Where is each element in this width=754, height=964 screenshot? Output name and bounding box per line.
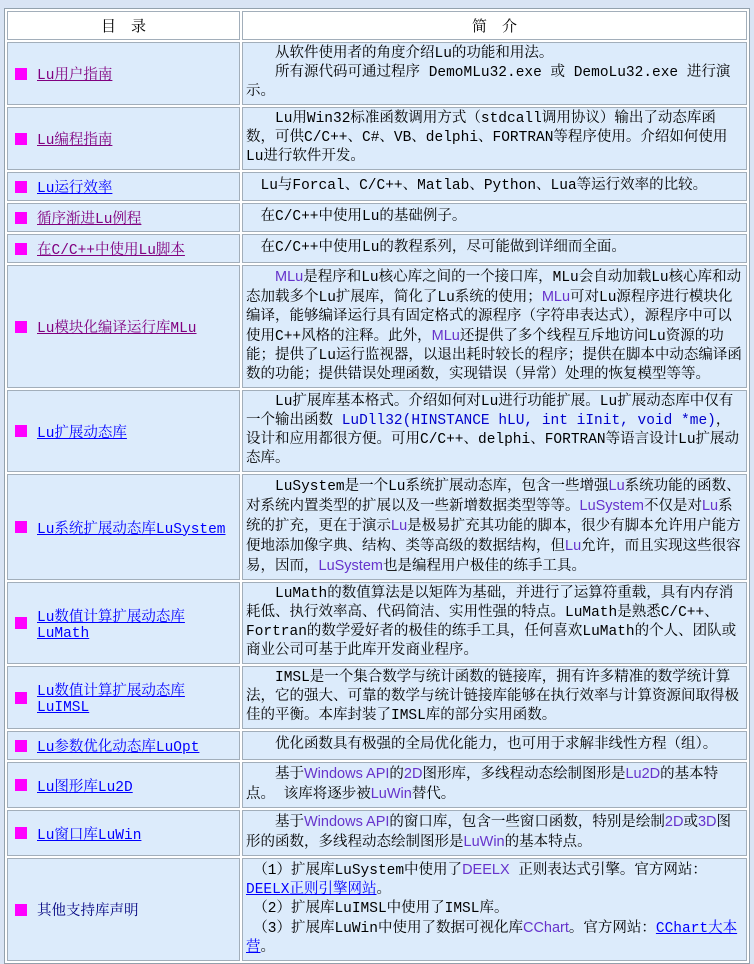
intro-cell xyxy=(242,810,747,856)
toc-link[interactable]: Lu运行效率 xyxy=(37,181,113,197)
intro-cell xyxy=(242,762,747,808)
toc-entry xyxy=(15,176,237,197)
square-bullet-icon xyxy=(15,521,27,533)
toc-link[interactable]: Lu参数优化动态库LuOpt xyxy=(37,740,200,756)
inline-hl-text: Windows API xyxy=(304,766,390,782)
table-row xyxy=(7,762,747,808)
intro-paragraph: MLu是程序和Lu核心库之间的一个接口库，MLu会自动加载Lu核心库和动态加载多个Lu扩展库，简化了Lu系统的使用；MLu可对Lu源程序进行模块化编译，能够编译运行具有固定格式的源程序（字符串表达式），源程序中可以使用C++风格的注释。此外，MLu还提供了多个线程互斥地访问Lu资源的功能；提供了Lu运行监视器，以退出耗时较长的程序；提供在脚本中动态编译函数的功能；提供错误处理函数，实现错误（异常）处理的恢复模型等等。 xyxy=(246,269,742,383)
toc-cell xyxy=(7,810,240,856)
intro-cell xyxy=(242,172,747,201)
toc-link[interactable]: Lu用户指南 xyxy=(37,68,113,84)
toc-entry xyxy=(15,823,237,844)
inline-hl-text: LuSystem xyxy=(579,498,644,514)
table-row xyxy=(7,858,747,961)
table-row xyxy=(7,107,747,170)
intro-cell xyxy=(242,203,747,232)
inline-hl-text: 2D xyxy=(403,766,423,782)
toc-entry xyxy=(15,128,237,149)
intro-cell xyxy=(242,265,747,388)
inline-hl-text: 2D xyxy=(664,814,684,830)
toc-cell xyxy=(7,582,240,664)
square-bullet-icon xyxy=(15,321,27,333)
intro-paragraph: （3）扩展库LuWin中使用了数据可视化库CChart。官方网站：CChart大本营。 xyxy=(246,920,738,956)
toc-cell xyxy=(7,666,240,729)
intro-paragraph: 基于Windows API的2D图形库，多线程动态绘制图形是Lu2D的基本特点。 该库将逐步被LuWin替代。 xyxy=(246,766,719,803)
intro-paragraph: Lu扩展库基本格式。介绍如何对Lu进行功能扩展。Lu扩展动态库中仅有一个输出函数 LuDll32(HINSTANCE hLU, int iInit, void *me)，设计和应用都很方便。可用C/C++、delphi、FORTRAN等语言设计Lu扩展动态库。 xyxy=(246,394,740,467)
toc-entry xyxy=(15,735,237,756)
square-bullet-icon xyxy=(15,243,27,255)
intro-paragraph: 所有源代码可通过程序 DemoMLu32.exe 或 DemoLu32.exe 进行演示。 xyxy=(246,65,731,100)
docs-index-table xyxy=(4,8,750,964)
toc-entry xyxy=(15,207,237,228)
intro-paragraph: 从软件使用者的角度介绍Lu的功能和用法。 xyxy=(246,46,554,62)
table-row xyxy=(7,172,747,201)
table-row xyxy=(7,234,747,263)
inline-hl-text: 3D xyxy=(697,814,717,830)
square-bullet-icon xyxy=(15,617,27,629)
intro-cell xyxy=(242,582,747,664)
intro-cell xyxy=(242,42,747,105)
toc-link[interactable]: Lu扩展动态库 xyxy=(37,425,127,442)
square-bullet-icon xyxy=(15,827,27,839)
inline-hl-text: Lu2D xyxy=(625,766,661,782)
toc-link[interactable]: Lu模块化编译运行库MLu xyxy=(37,321,197,337)
toc-entry xyxy=(15,517,237,538)
intro-paragraph: LuMath的数值算法是以矩阵为基础，并进行了运算符重载，具有内存消耗低、执行效率高、代码简洁、实用性强的特点。LuMath是熟悉C/C++、Fortran的数学爱好者的极佳的练手工具，任何喜欢LuMath的个人、团队或商业公司可基于此库开发商业程序。 xyxy=(246,586,737,659)
toc-cell xyxy=(7,858,240,961)
table-row xyxy=(7,265,747,388)
toc-cell xyxy=(7,42,240,105)
table-row xyxy=(7,731,747,760)
toc-link[interactable]: Lu窗口库LuWin xyxy=(37,827,142,844)
toc-cell xyxy=(7,107,240,170)
intro-paragraph: 在C/C++中使用Lu的基础例子。 xyxy=(246,209,467,225)
square-bullet-icon xyxy=(15,133,27,145)
table-row xyxy=(7,666,747,729)
table-row xyxy=(7,390,747,472)
inline-hl-text: Lu xyxy=(608,478,625,494)
inline-hl-text: DEELX xyxy=(462,862,510,878)
intro-cell xyxy=(242,666,747,729)
square-bullet-icon xyxy=(15,692,27,704)
inline-hl-text: CChart xyxy=(522,920,569,936)
toc-cell xyxy=(7,172,240,201)
square-bullet-icon xyxy=(15,212,27,224)
toc-cell xyxy=(7,762,240,808)
intro-cell xyxy=(242,107,747,170)
intro-paragraph: Lu用Win32标准函数调用方式（stdcall调用协议）输出了动态库函数，可供C/C++、C#、VB、delphi、FORTRAN等程序使用。介绍如何使用Lu进行软件开发。 xyxy=(246,111,728,165)
square-bullet-icon xyxy=(15,181,27,193)
toc-entry xyxy=(15,775,237,796)
toc-link[interactable]: Lu数值计算扩展动态库LuIMSL xyxy=(37,684,185,716)
table-row xyxy=(7,203,747,232)
toc-link[interactable]: Lu图形库Lu2D xyxy=(37,779,133,796)
table-row xyxy=(7,474,747,580)
toc-entry xyxy=(15,679,237,716)
toc-cell xyxy=(7,474,240,580)
toc-link[interactable]: Lu编程指南 xyxy=(37,133,113,149)
inline-hl-text: MLu xyxy=(275,269,304,285)
toc-entry xyxy=(15,421,237,442)
toc-cell xyxy=(7,203,240,232)
toc-link[interactable]: Lu系统扩展动态库LuSystem xyxy=(37,521,226,538)
intro-paragraph: （2）扩展库LuIMSL中使用了IMSL库。 xyxy=(246,901,509,917)
intro-paragraph: IMSL是一个集合数学与统计函数的链接库，拥有许多精准的数学统计算法，它的强大、可靠的数学与统计链接库能够在执行效率与计算资源间取得极佳的平衡。本库封装了IMSL库的部分实用函数。 xyxy=(246,670,739,724)
intro-cell xyxy=(242,731,747,760)
toc-item-label: 其他支持库声明 xyxy=(37,904,139,920)
intro-paragraph: 在C/C++中使用Lu的教程系列，尽可能做到详细而全面。 xyxy=(246,240,626,256)
square-bullet-icon xyxy=(15,740,27,752)
intro-cell xyxy=(242,858,747,961)
intro-link[interactable]: DEELX正则引擎网站 xyxy=(246,882,377,898)
inline-code-text: LuDll32(HINSTANCE hLU, int iInit, void *me) xyxy=(341,413,716,429)
toc-cell xyxy=(7,390,240,472)
header-row xyxy=(7,11,747,40)
inline-hl-text: LuWin xyxy=(370,786,412,802)
intro-paragraph: LuSystem是一个Lu系统扩展动态库，包含一些增强Lu系统功能的函数、对系统内置类型的扩展以及一些新增数据类型等等。LuSystem不仅是对Lu系统的扩充，更在于演示Lu是极易扩充其功能的脚本，很少有脚本允许用户能方便地添加像字典、结构、类等高级的数据结构，但Lu允许，而且实现这些很容易，因而，LuSystem也是编程用户极佳的练手工具。 xyxy=(246,478,741,575)
toc-cell xyxy=(7,234,240,263)
intro-cell xyxy=(242,234,747,263)
table-row xyxy=(7,582,747,664)
inline-hl-text: MLu xyxy=(541,289,571,305)
intro-paragraph: 优化函数具有极强的全局优化能力，也可用于求解非线性方程（组）。 xyxy=(246,737,718,753)
toc-entry xyxy=(15,63,237,84)
inline-hl-text: LuSystem xyxy=(318,558,383,574)
table-row xyxy=(7,42,747,105)
intro-column-header: 简 介 xyxy=(242,11,747,40)
square-bullet-icon xyxy=(15,68,27,80)
toc-cell xyxy=(7,731,240,760)
inline-hl-text: MLu xyxy=(431,328,460,344)
toc-entry xyxy=(15,899,237,920)
inline-hl-text: LuWin xyxy=(463,834,505,850)
toc-link[interactable]: 在C/C++中使用Lu脚本 xyxy=(37,243,185,259)
inline-hl-text: Lu xyxy=(565,538,582,554)
intro-paragraph: 基于Windows API的窗口库，包含一些窗口函数，特别是绘制2D或3D图形的函数，多线程动态绘制图形是LuWin的基本特点。 xyxy=(246,814,732,851)
inline-hl-text: Lu xyxy=(391,518,408,534)
square-bullet-icon xyxy=(15,779,27,791)
toc-entry xyxy=(15,605,237,642)
inline-hl-text: Windows API xyxy=(304,814,390,830)
inline-hl-text: Lu xyxy=(701,498,719,514)
square-bullet-icon xyxy=(15,425,27,437)
toc-link[interactable]: 循序渐进Lu例程 xyxy=(37,212,142,228)
intro-paragraph: Lu与Forcal、C/C++、Matlab、Python、Lua等运行效率的比较。 xyxy=(246,178,708,194)
toc-column-header: 目 录 xyxy=(7,11,240,40)
toc-entry xyxy=(15,238,237,259)
table-row xyxy=(7,810,747,856)
intro-paragraph: （1）扩展库LuSystem中使用了DEELX 正则表达式引擎。官方网站：DEELX正则引擎网站。 xyxy=(246,862,707,898)
intro-cell xyxy=(242,474,747,580)
square-bullet-icon xyxy=(15,904,27,916)
toc-entry xyxy=(15,316,237,337)
intro-link[interactable]: CChart大本营 xyxy=(246,921,738,956)
toc-link[interactable]: Lu数值计算扩展动态库LuMath xyxy=(37,609,185,642)
toc-cell xyxy=(7,265,240,388)
intro-cell xyxy=(242,390,747,472)
